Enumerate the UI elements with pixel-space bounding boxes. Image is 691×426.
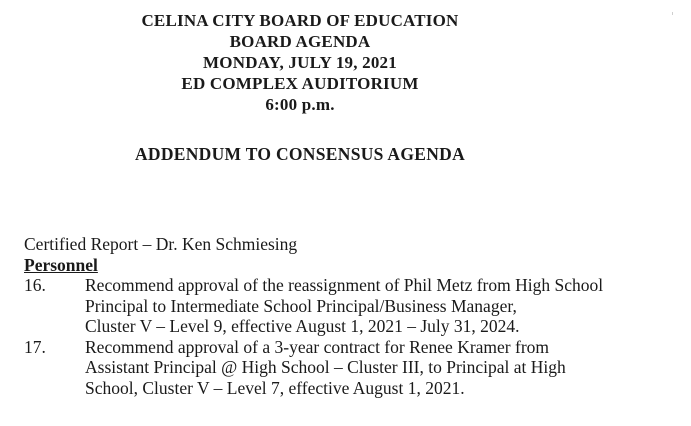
agenda-body	[24, 234, 603, 398]
item-line: Cluster V – Level 9, effective August 1, 2021 – July 31, 2024.	[85, 316, 520, 336]
item-number: 16.	[24, 275, 46, 295]
header-line-board: CELINA CITY BOARD OF EDUCATION	[141, 11, 459, 30]
agenda-header	[0, 10, 600, 115]
agenda-item-17	[24, 337, 603, 399]
header-line-location: ED COMPLEX AUDITORIUM	[181, 74, 419, 93]
item-line: School, Cluster V – Level 7, effective August 1, 2021.	[85, 377, 465, 398]
item-line: Recommend approval of the reassignment of Phil Metz from High School	[85, 275, 604, 295]
header-line-time: 6:00 p.m.	[265, 95, 335, 114]
agenda-item-16	[24, 275, 603, 337]
item-line: Principal to Intermediate School Principal/Business Manager,	[85, 295, 517, 316]
section-heading-personnel: Personnel	[24, 254, 98, 275]
header-line-date: MONDAY, JULY 19, 2021	[203, 53, 397, 72]
item-number: 17.	[24, 336, 46, 357]
report-line: Certified Report – Dr. Ken Schmiesing	[24, 234, 298, 254]
scan-speck	[672, 12, 673, 15]
item-line: Assistant Principal @ High School – Cluster III, to Principal at High	[85, 357, 566, 377]
addendum-title: ADDENDUM TO CONSENSUS AGENDA	[134, 144, 466, 164]
item-line: Recommend approval of a 3-year contract for Renee Kramer from	[85, 336, 550, 357]
item-text	[85, 337, 566, 399]
header-line-agenda: BOARD AGENDA	[229, 32, 371, 51]
item-text	[85, 275, 603, 337]
